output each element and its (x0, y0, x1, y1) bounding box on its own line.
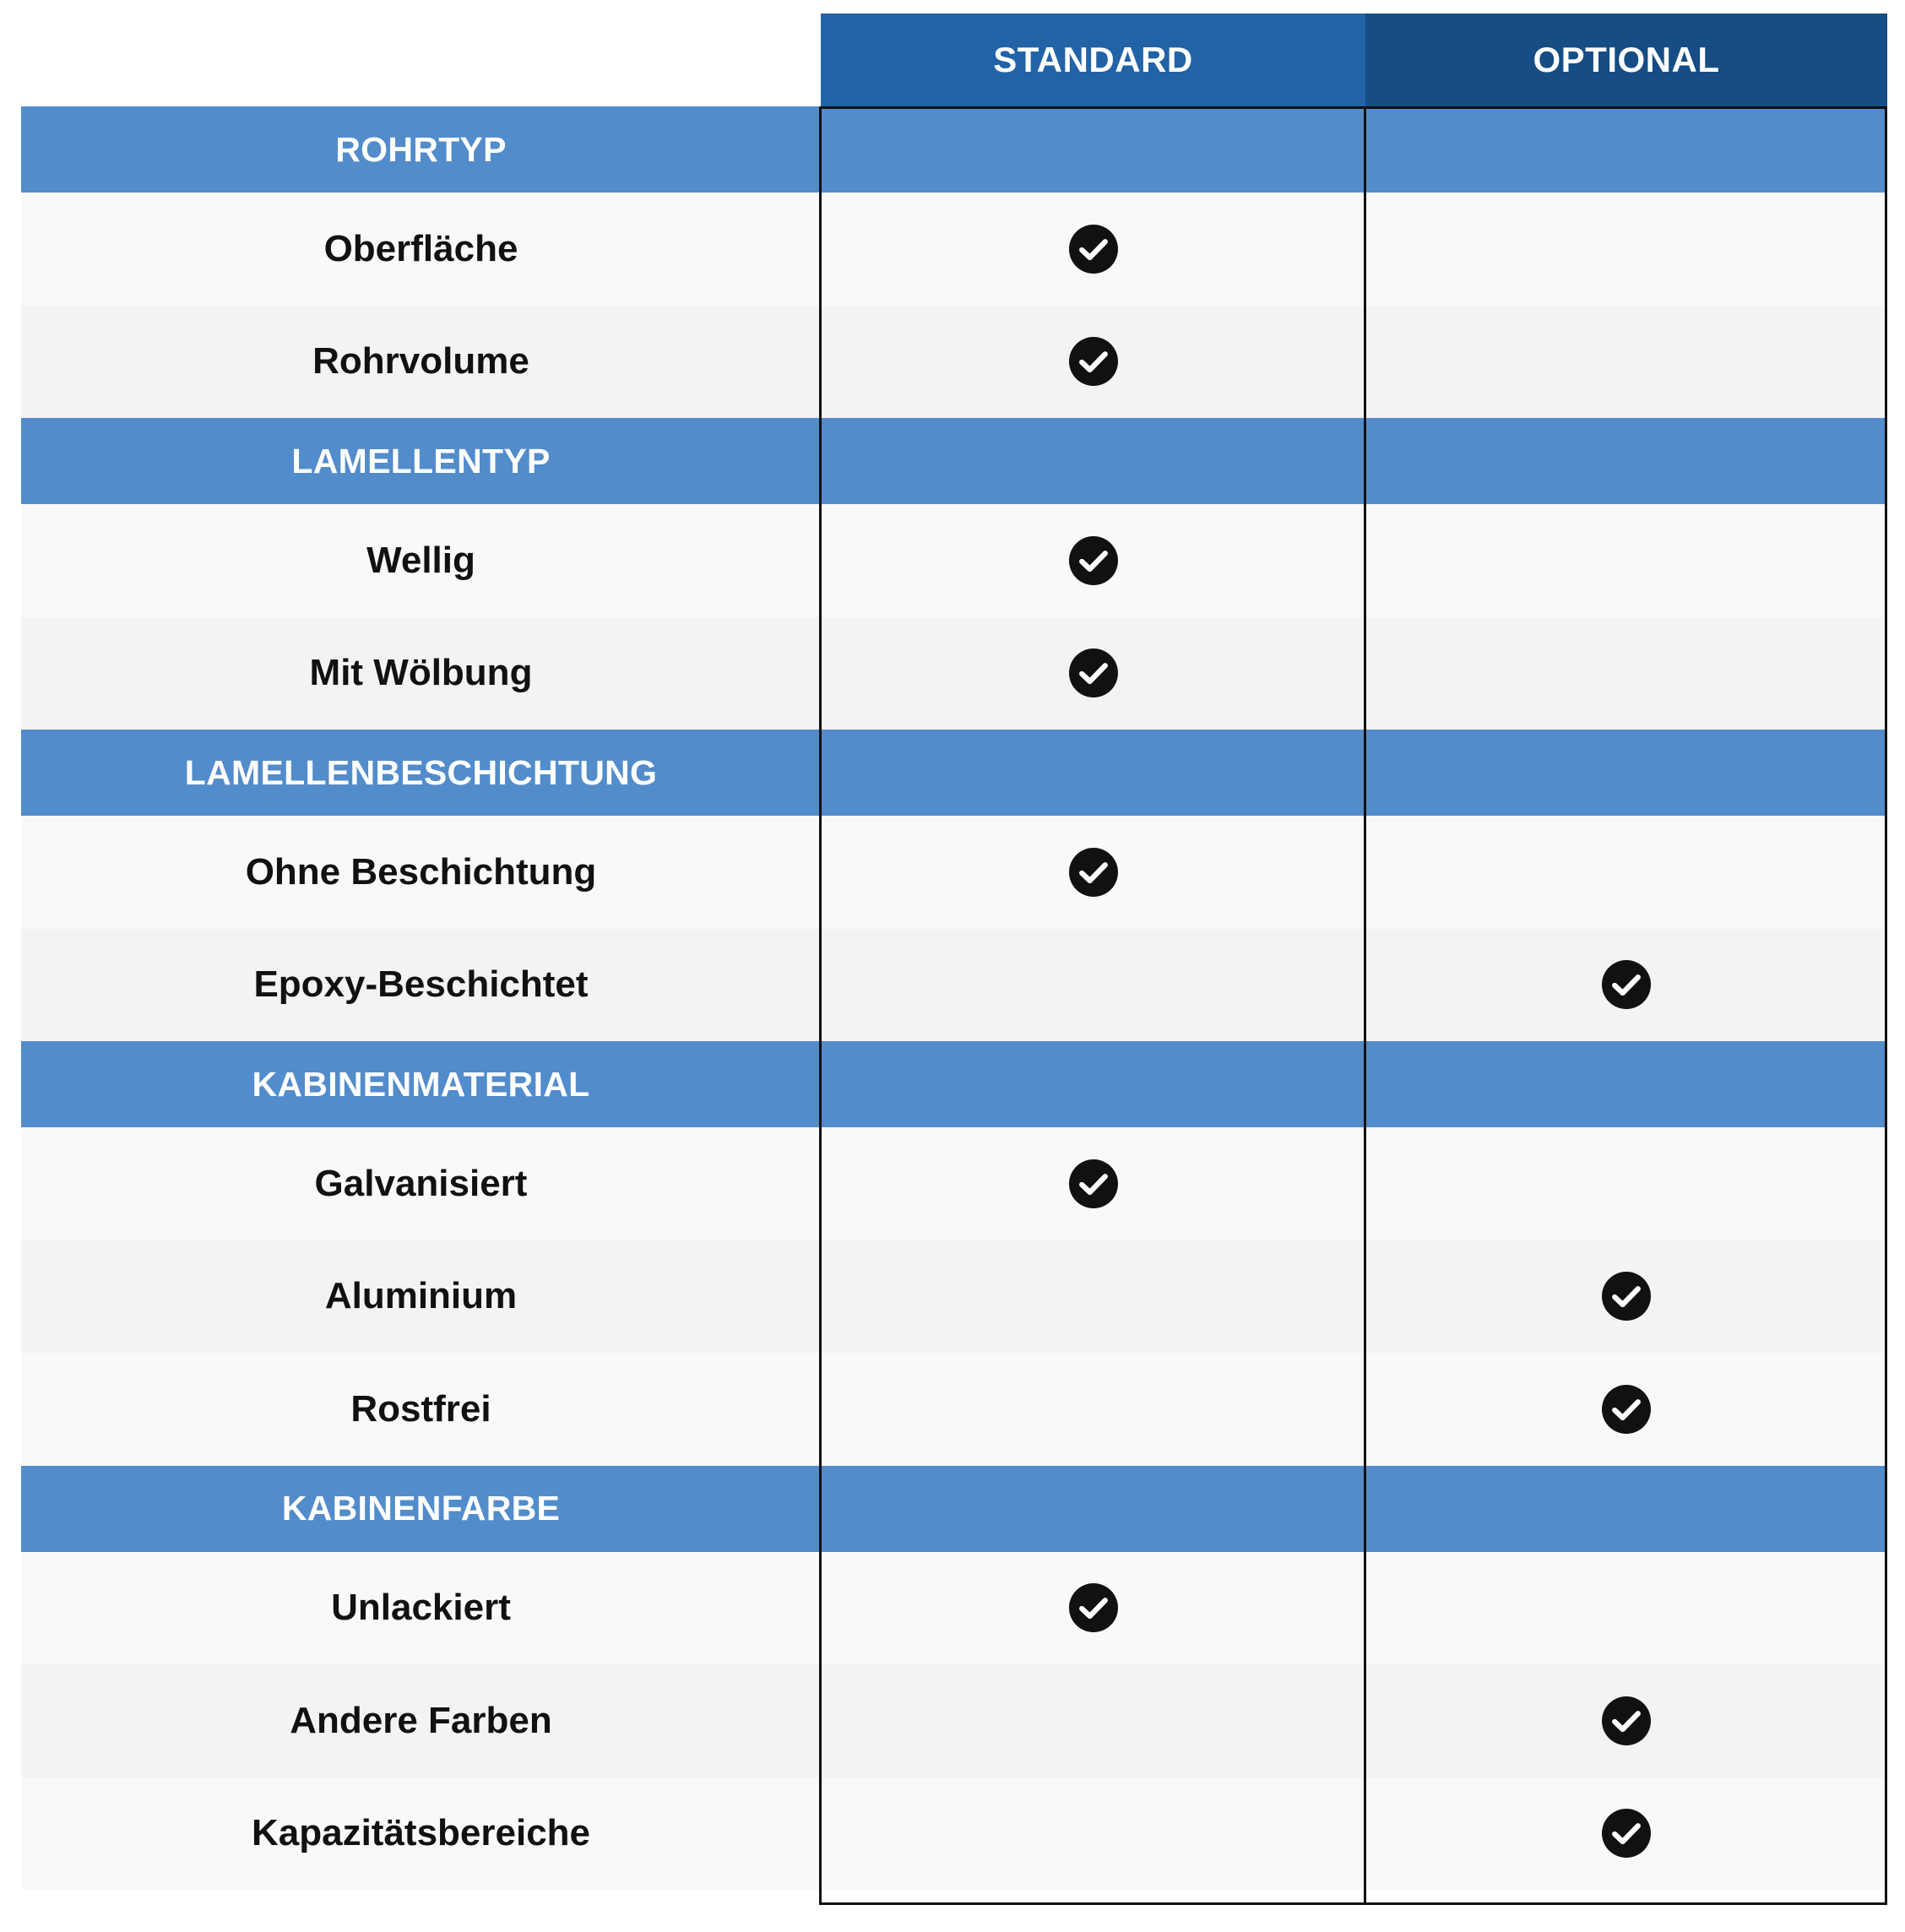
standard-column-header: STANDARD (821, 14, 1365, 106)
standard-cell (821, 816, 1365, 929)
check-circle-icon (1602, 1385, 1651, 1434)
optional-cell (1365, 418, 1887, 504)
row-label: Andere Farben (290, 1699, 552, 1741)
standard-cell (821, 1041, 1365, 1127)
row-label: Unlackiert (331, 1587, 511, 1629)
table-row (21, 816, 1887, 929)
standard-cell (821, 1240, 1365, 1354)
optional-cell (1365, 1552, 1887, 1665)
row-label: Ohne Beschichtung (245, 850, 597, 893)
table-row (21, 306, 1887, 419)
table-row (21, 504, 1887, 617)
section-label: LAMELLENTYP (291, 441, 551, 480)
row-label: Galvanisiert (314, 1162, 528, 1204)
section-label: KABINENFARBE (281, 1489, 561, 1528)
comparison-table (21, 14, 1887, 1890)
optional-cell (1365, 730, 1887, 816)
standard-cell (821, 306, 1365, 419)
check-circle-icon (1069, 848, 1118, 897)
standard-cell (821, 1664, 1365, 1777)
section-row (21, 418, 1887, 504)
standard-cell (821, 929, 1365, 1042)
standard-cell (821, 617, 1365, 730)
optional-cell (1365, 1127, 1887, 1240)
grid-line-bottom (819, 1902, 1887, 1905)
check-circle-icon (1602, 1809, 1651, 1858)
table-row (21, 1552, 1887, 1665)
optional-cell (1365, 1240, 1887, 1354)
optional-column-header: OPTIONAL (1365, 14, 1887, 106)
row-label: Rostfrei (350, 1387, 491, 1430)
optional-cell (1365, 617, 1887, 730)
table-body (21, 106, 1887, 1890)
row-label: Epoxy-Beschichtet (253, 963, 589, 1006)
section-label: KABINENMATERIAL (252, 1064, 590, 1104)
check-circle-icon (1602, 960, 1651, 1009)
table-row (21, 617, 1887, 730)
optional-cell (1365, 1041, 1887, 1127)
check-circle-icon (1602, 1272, 1651, 1321)
optional-cell (1365, 193, 1887, 306)
table-row (21, 1353, 1887, 1466)
standard-cell (821, 418, 1365, 504)
row-label: Rohrvolume (312, 340, 529, 383)
table-row (21, 1777, 1887, 1891)
row-label: Mit Wölbung (309, 652, 533, 694)
table-row (21, 1127, 1887, 1240)
optional-cell (1365, 816, 1887, 929)
check-circle-icon (1069, 649, 1118, 697)
standard-cell (821, 1777, 1365, 1891)
optional-cell (1365, 1664, 1887, 1777)
standard-cell (821, 730, 1365, 816)
row-label: Kapazitätsbereiche (251, 1812, 591, 1854)
standard-cell (821, 193, 1365, 306)
standard-cell (821, 106, 1365, 193)
section-row (21, 730, 1887, 816)
check-circle-icon (1069, 225, 1118, 274)
optional-cell (1365, 306, 1887, 419)
row-label: Aluminium (324, 1275, 518, 1317)
check-circle-icon (1069, 1159, 1118, 1208)
table-row (21, 1664, 1887, 1777)
standard-cell (821, 1353, 1365, 1466)
table-row (21, 193, 1887, 306)
section-label: LAMELLENBESCHICHTUNG (184, 752, 658, 792)
table-row (21, 1240, 1887, 1354)
table-header (21, 14, 1887, 106)
section-row (21, 1041, 1887, 1127)
optional-cell (1365, 1353, 1887, 1466)
section-row (21, 1466, 1887, 1552)
optional-cell (1365, 504, 1887, 617)
table-row (21, 929, 1887, 1042)
standard-cell (821, 504, 1365, 617)
check-circle-icon (1069, 1583, 1118, 1632)
row-label: Wellig (366, 539, 475, 581)
optional-cell (1365, 106, 1887, 193)
section-row (21, 106, 1887, 193)
row-label: Oberfläche (323, 227, 518, 269)
standard-cell (821, 1552, 1365, 1665)
check-circle-icon (1069, 337, 1118, 386)
check-circle-icon (1069, 536, 1118, 585)
check-circle-icon (1602, 1696, 1651, 1745)
standard-cell (821, 1127, 1365, 1240)
optional-cell (1365, 1777, 1887, 1891)
header-blank-cell (21, 14, 821, 106)
optional-cell (1365, 929, 1887, 1042)
section-label: ROHRTYP (335, 129, 507, 169)
optional-cell (1365, 1466, 1887, 1552)
standard-cell (821, 1466, 1365, 1552)
